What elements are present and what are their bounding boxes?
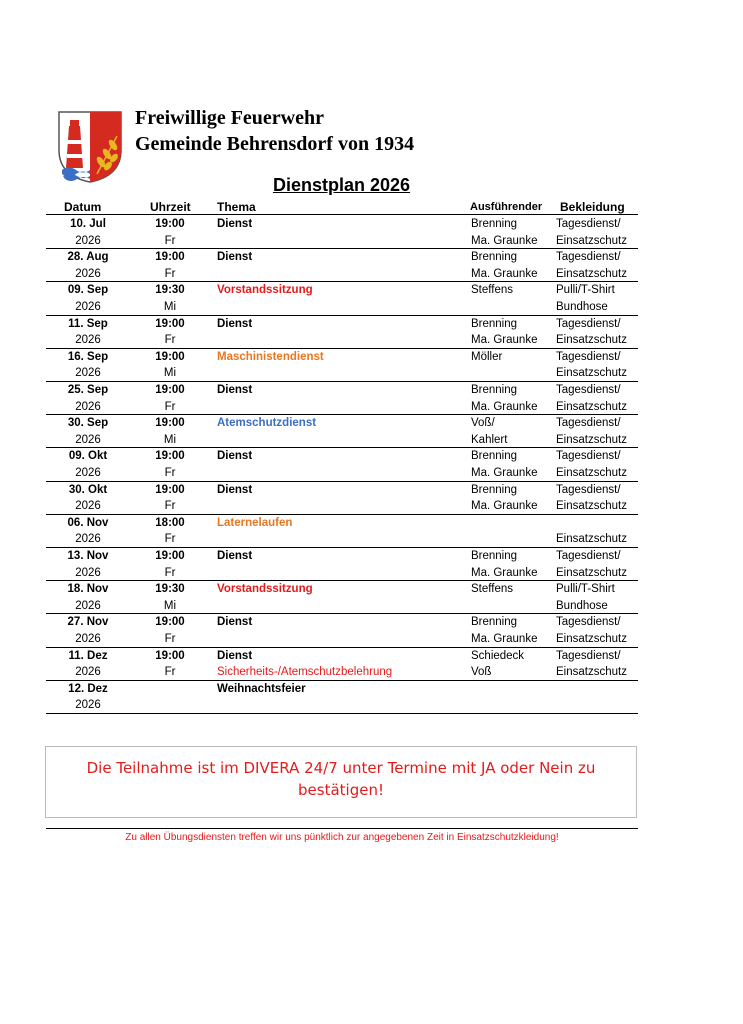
row-divider [46, 281, 638, 282]
row-weekday: Fr [164, 467, 176, 479]
row-time: 19:00 [155, 483, 185, 496]
row-year: 2026 [75, 699, 101, 712]
row-executor: Brenning [471, 218, 518, 230]
row-date: 11. Sep [68, 317, 108, 330]
row-divider [46, 414, 638, 415]
row-theme: Dienst [217, 317, 253, 330]
row-date: 13. Nov [67, 550, 109, 562]
row-theme: Dienst [217, 649, 253, 662]
row-date: 28. Aug [67, 251, 109, 264]
row-divider [46, 547, 638, 548]
row-weekday: Fr [164, 500, 176, 513]
row-weekday: Mi [163, 599, 177, 612]
row-executor: Schiedeck [471, 649, 525, 662]
row-executor-2: Ma. Graunke [471, 334, 538, 347]
row-clothing: Tagesdienst/ [556, 384, 621, 396]
column-header-clothing: Bekleidung [560, 200, 625, 214]
row-divider [46, 680, 638, 681]
row-theme: Maschinistendienst [217, 350, 324, 363]
row-time: 19:00 [155, 350, 185, 363]
row-weekday: Fr [164, 566, 176, 579]
column-header-theme: Thema [217, 200, 256, 214]
row-date: 30. Sep [67, 417, 109, 430]
row-weekday: Fr [164, 267, 176, 280]
row-theme: Laternelaufen [217, 516, 293, 529]
row-year: 2026 [75, 367, 101, 380]
row-executor: Brenning [471, 483, 518, 496]
row-divider [46, 315, 638, 316]
row-clothing-2: Einsatzschutz [556, 500, 627, 513]
row-time: 19:00 [155, 251, 185, 264]
row-divider [46, 447, 638, 448]
row-divider [46, 647, 638, 648]
row-year: 2026 [75, 500, 101, 513]
row-divider [46, 613, 638, 614]
row-executor: Brenning [471, 317, 518, 330]
row-executor: Brenning [471, 616, 518, 629]
row-clothing-2: Einsatzschutz [556, 433, 627, 446]
row-theme: Weihnachtsfeier [217, 682, 306, 695]
row-time: 19:00 [155, 417, 185, 430]
row-executor: Brenning [471, 450, 518, 463]
row-clothing-2: Einsatzschutz [556, 334, 627, 347]
page-title: Dienstplan 2026 [272, 175, 411, 195]
row-clothing: Tagesdienst/ [556, 317, 621, 330]
notice-box [45, 746, 637, 818]
row-time: 19:00 [155, 384, 185, 396]
row-clothing: Tagesdienst/ [556, 218, 621, 230]
row-divider [46, 514, 638, 515]
row-theme: Atemschutzdienst [217, 417, 317, 430]
row-executor-2: Ma. Graunke [471, 633, 538, 645]
row-clothing-2: Einsatzschutz [556, 533, 627, 546]
row-weekday: Mi [163, 301, 177, 313]
row-clothing-2: Einsatzschutz [556, 367, 627, 380]
row-theme: Dienst [217, 483, 253, 496]
row-year: 2026 [75, 301, 101, 313]
row-clothing: Tagesdienst/ [556, 483, 621, 496]
row-clothing-2: Einsatzschutz [556, 267, 627, 280]
municipality-name: Gemeinde Behrensdorf von 1934 [135, 133, 415, 155]
row-executor-2: Ma. Graunke [471, 566, 538, 579]
notice-text: Die Teilnahme ist im DIVERA 24/7 unter Termine mit JA oder Nein zu bestätigen! [86, 759, 596, 799]
row-year: 2026 [75, 267, 101, 280]
row-year: 2026 [75, 433, 101, 446]
row-clothing-2: Einsatzschutz [556, 666, 627, 679]
row-date: 30. Okt [68, 483, 108, 496]
row-year: 2026 [75, 533, 101, 546]
row-time: 19:00 [155, 550, 185, 562]
row-time: 19:30 [155, 284, 185, 297]
row-year: 2026 [75, 666, 101, 679]
row-year: 2026 [75, 467, 101, 479]
row-executor: Möller [471, 350, 503, 363]
row-clothing: Tagesdienst/ [556, 251, 621, 264]
row-weekday: Fr [164, 666, 176, 679]
row-weekday: Fr [164, 633, 176, 645]
row-theme: Dienst [217, 384, 253, 396]
row-executor-2: Kahlert [471, 433, 508, 446]
row-executor: Brenning [471, 384, 518, 396]
row-date: 25. Sep [67, 384, 109, 396]
row-year: 2026 [75, 400, 101, 413]
row-year: 2026 [75, 633, 101, 645]
row-theme-detail: Sicherheits-/Atemschutzbelehrung [217, 666, 393, 679]
row-date: 09. Okt [68, 450, 108, 463]
row-clothing-2: Einsatzschutz [556, 566, 627, 579]
row-time: 19:30 [155, 583, 185, 596]
header-divider [46, 214, 638, 215]
row-divider [46, 713, 638, 714]
row-theme: Vorstandssitzung [217, 284, 313, 297]
row-executor-2: Voß [471, 666, 492, 679]
row-divider [46, 348, 638, 349]
column-header-time: Uhrzeit [150, 200, 191, 214]
row-clothing-2: Bundhose [556, 599, 608, 612]
row-executor: Voß/ [471, 417, 495, 430]
row-year: 2026 [75, 334, 101, 347]
row-time: 19:00 [155, 450, 185, 463]
row-date: 11. Dez [68, 649, 108, 662]
row-date: 18. Nov [67, 583, 109, 596]
row-date: 12. Dez [68, 682, 108, 695]
footer-note: Zu allen Übungsdiensten treffen wir uns pünktlich zur angegebenen Zeit in Einsatzschutzkleidung! [125, 832, 559, 843]
row-executor-2: Ma. Graunke [471, 400, 538, 413]
row-theme: Dienst [217, 251, 253, 264]
row-executor-2: Ma. Graunke [471, 500, 538, 513]
row-date: 27. Nov [67, 616, 109, 629]
row-theme: Dienst [217, 218, 253, 230]
row-time: 19:00 [155, 218, 185, 230]
row-theme: Dienst [217, 550, 253, 562]
row-time: 19:00 [155, 317, 185, 330]
row-weekday: Fr [164, 533, 176, 546]
row-clothing: Tagesdienst/ [556, 550, 621, 562]
row-clothing: Tagesdienst/ [556, 616, 621, 629]
row-weekday: Fr [164, 334, 176, 347]
row-clothing: Tagesdienst/ [556, 350, 621, 363]
row-divider [46, 580, 638, 581]
column-header-executor: Ausführender [470, 201, 543, 213]
row-year: 2026 [75, 234, 101, 247]
row-date: 16. Sep [67, 350, 109, 363]
row-date: 09. Sep [67, 284, 109, 297]
coat-of-arms-logo [57, 110, 123, 184]
row-executor-2: Ma. Graunke [471, 234, 538, 247]
row-divider [46, 381, 638, 382]
row-theme: Dienst [217, 450, 253, 463]
row-clothing: Tagesdienst/ [556, 417, 621, 430]
row-clothing-2: Einsatzschutz [556, 467, 627, 479]
footer-divider [46, 828, 638, 829]
row-theme: Dienst [217, 616, 253, 629]
row-date: 06. Nov [67, 516, 109, 529]
row-clothing-2: Einsatzschutz [556, 400, 627, 413]
row-time: 19:00 [155, 616, 185, 629]
row-weekday: Fr [164, 234, 176, 247]
row-weekday: Mi [163, 367, 177, 380]
row-divider [46, 481, 638, 482]
row-clothing: Pulli/T-Shirt [556, 284, 615, 297]
row-weekday: Mi [163, 433, 177, 446]
row-clothing: Pulli/T-Shirt [556, 583, 615, 596]
row-divider [46, 248, 638, 249]
row-executor: Brenning [471, 550, 518, 562]
row-weekday: Fr [164, 400, 176, 413]
organization-name: Freiwillige Feuerwehr [135, 107, 325, 129]
row-time: 19:00 [155, 649, 185, 662]
row-executor: Brenning [471, 251, 518, 264]
row-theme: Vorstandssitzung [217, 583, 313, 596]
row-clothing: Tagesdienst/ [556, 649, 621, 662]
row-executor: Steffens [471, 583, 513, 596]
row-clothing-2: Einsatzschutz [556, 633, 627, 645]
row-date: 10. Jul [70, 218, 106, 230]
row-clothing-2: Bundhose [556, 301, 608, 313]
row-year: 2026 [75, 566, 101, 579]
row-executor-2: Ma. Graunke [471, 467, 538, 479]
row-time: 18:00 [155, 516, 185, 529]
row-year: 2026 [75, 599, 101, 612]
column-header-date: Datum [64, 200, 102, 214]
row-clothing-2: Einsatzschutz [556, 234, 627, 247]
row-clothing: Tagesdienst/ [556, 450, 621, 463]
row-executor: Steffens [471, 284, 513, 297]
row-executor-2: Ma. Graunke [471, 267, 538, 280]
